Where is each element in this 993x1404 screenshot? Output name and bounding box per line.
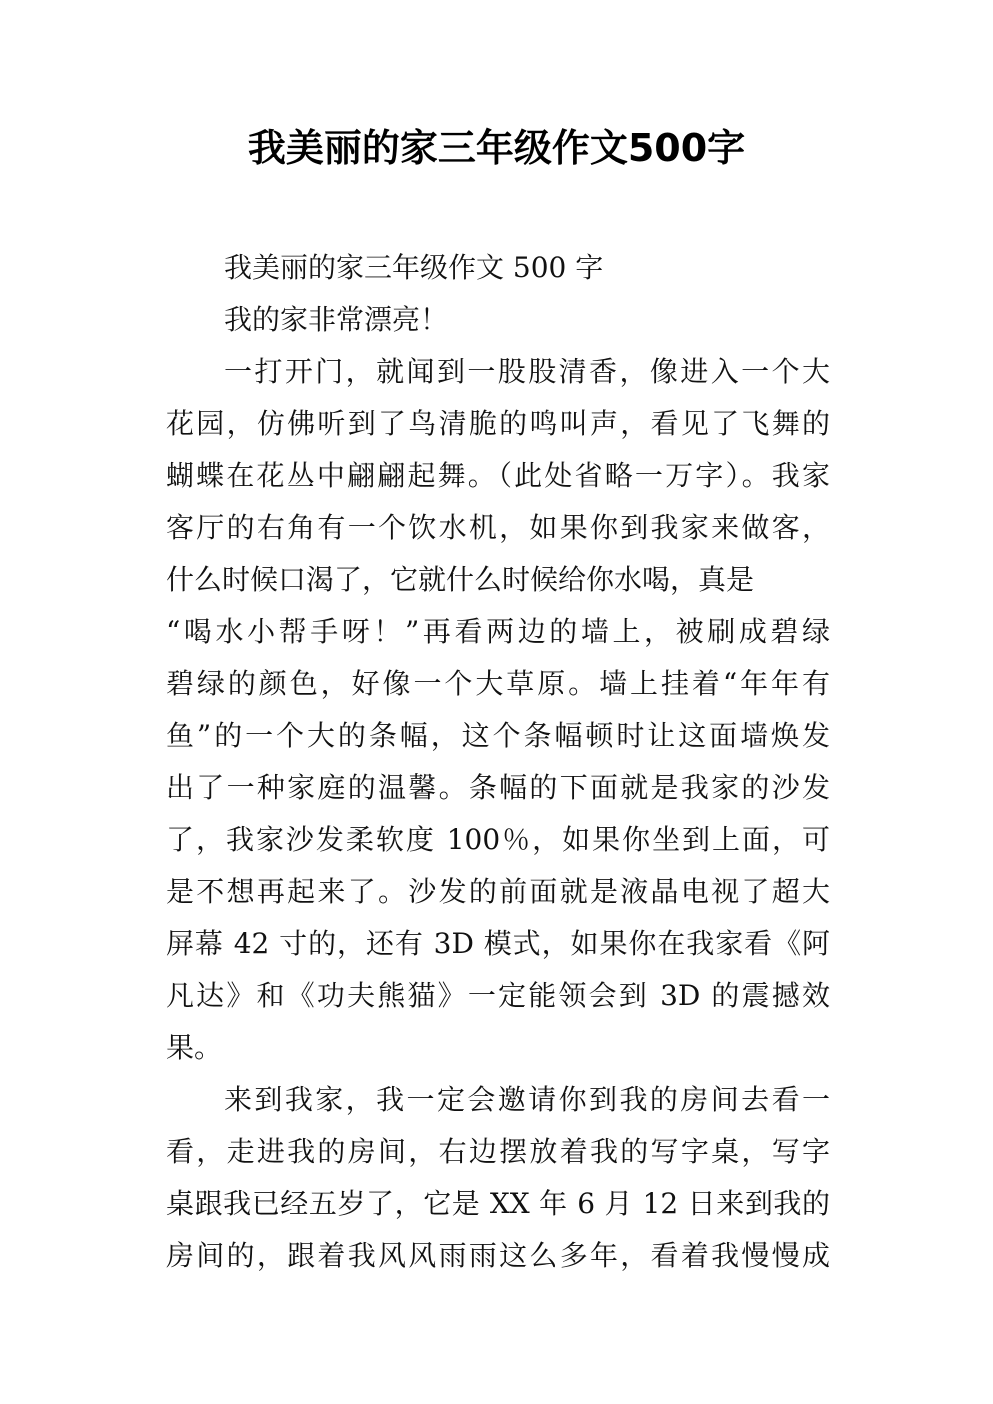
text-line: 房间的，跟着我风风雨雨这么多年，看着我慢慢成 <box>166 1239 830 1272</box>
text-line: 了，我家沙发柔软度 100％，如果你坐到上面，可 <box>166 823 830 856</box>
text-line: 蝴蝶在花丛中翩翩起舞。（此处省略一万字）。我家 <box>166 459 830 492</box>
text-line: 花园，仿佛听到了鸟清脆的鸣叫声，看见了飞舞的 <box>166 407 830 440</box>
text-line: 我的家非常漂亮！ <box>224 303 449 336</box>
text-line: 我美丽的家三年级作文 500 字 <box>224 251 604 284</box>
text-line: “喝水小帮手呀！”再看两边的墙上，被刷成碧绿 <box>166 615 830 648</box>
text-line: 是不想再起来了。沙发的前面就是液晶电视了超大 <box>166 875 830 908</box>
document-title: 我美丽的家三年级作文500字 <box>247 126 746 170</box>
text-line: 凡达》和《功夫熊猫》一定能领会到 3D 的震撼效 <box>166 979 830 1012</box>
text-line: 碧绿的颜色，好像一个大草原。墙上挂着“年年有 <box>166 667 830 700</box>
document-body <box>166 242 830 1282</box>
text-line: 来到我家，我一定会邀请你到我的房间去看一 <box>224 1083 830 1116</box>
text-line: 桌跟我已经五岁了，它是 XX 年 6 月 12 日来到我的 <box>166 1187 830 1220</box>
text-line: 什么时候口渴了，它就什么时候给你水喝，真是 <box>166 563 755 596</box>
text-line: 看，走进我的房间，右边摆放着我的写字桌，写字 <box>166 1135 830 1168</box>
text-line: 屏幕 42 寸的，还有 3D 模式，如果你在我家看《阿 <box>166 927 830 960</box>
text-line: 鱼”的一个大的条幅，这个条幅顿时让这面墙焕发 <box>166 719 830 752</box>
text-line: 一打开门，就闻到一股股清香，像进入一个大 <box>224 355 830 388</box>
text-line: 客厅的右角有一个饮水机，如果你到我家来做客， <box>166 511 830 544</box>
text-line: 果。 <box>166 1031 223 1064</box>
text-line: 出了一种家庭的温馨。条幅的下面就是我家的沙发 <box>166 771 830 804</box>
